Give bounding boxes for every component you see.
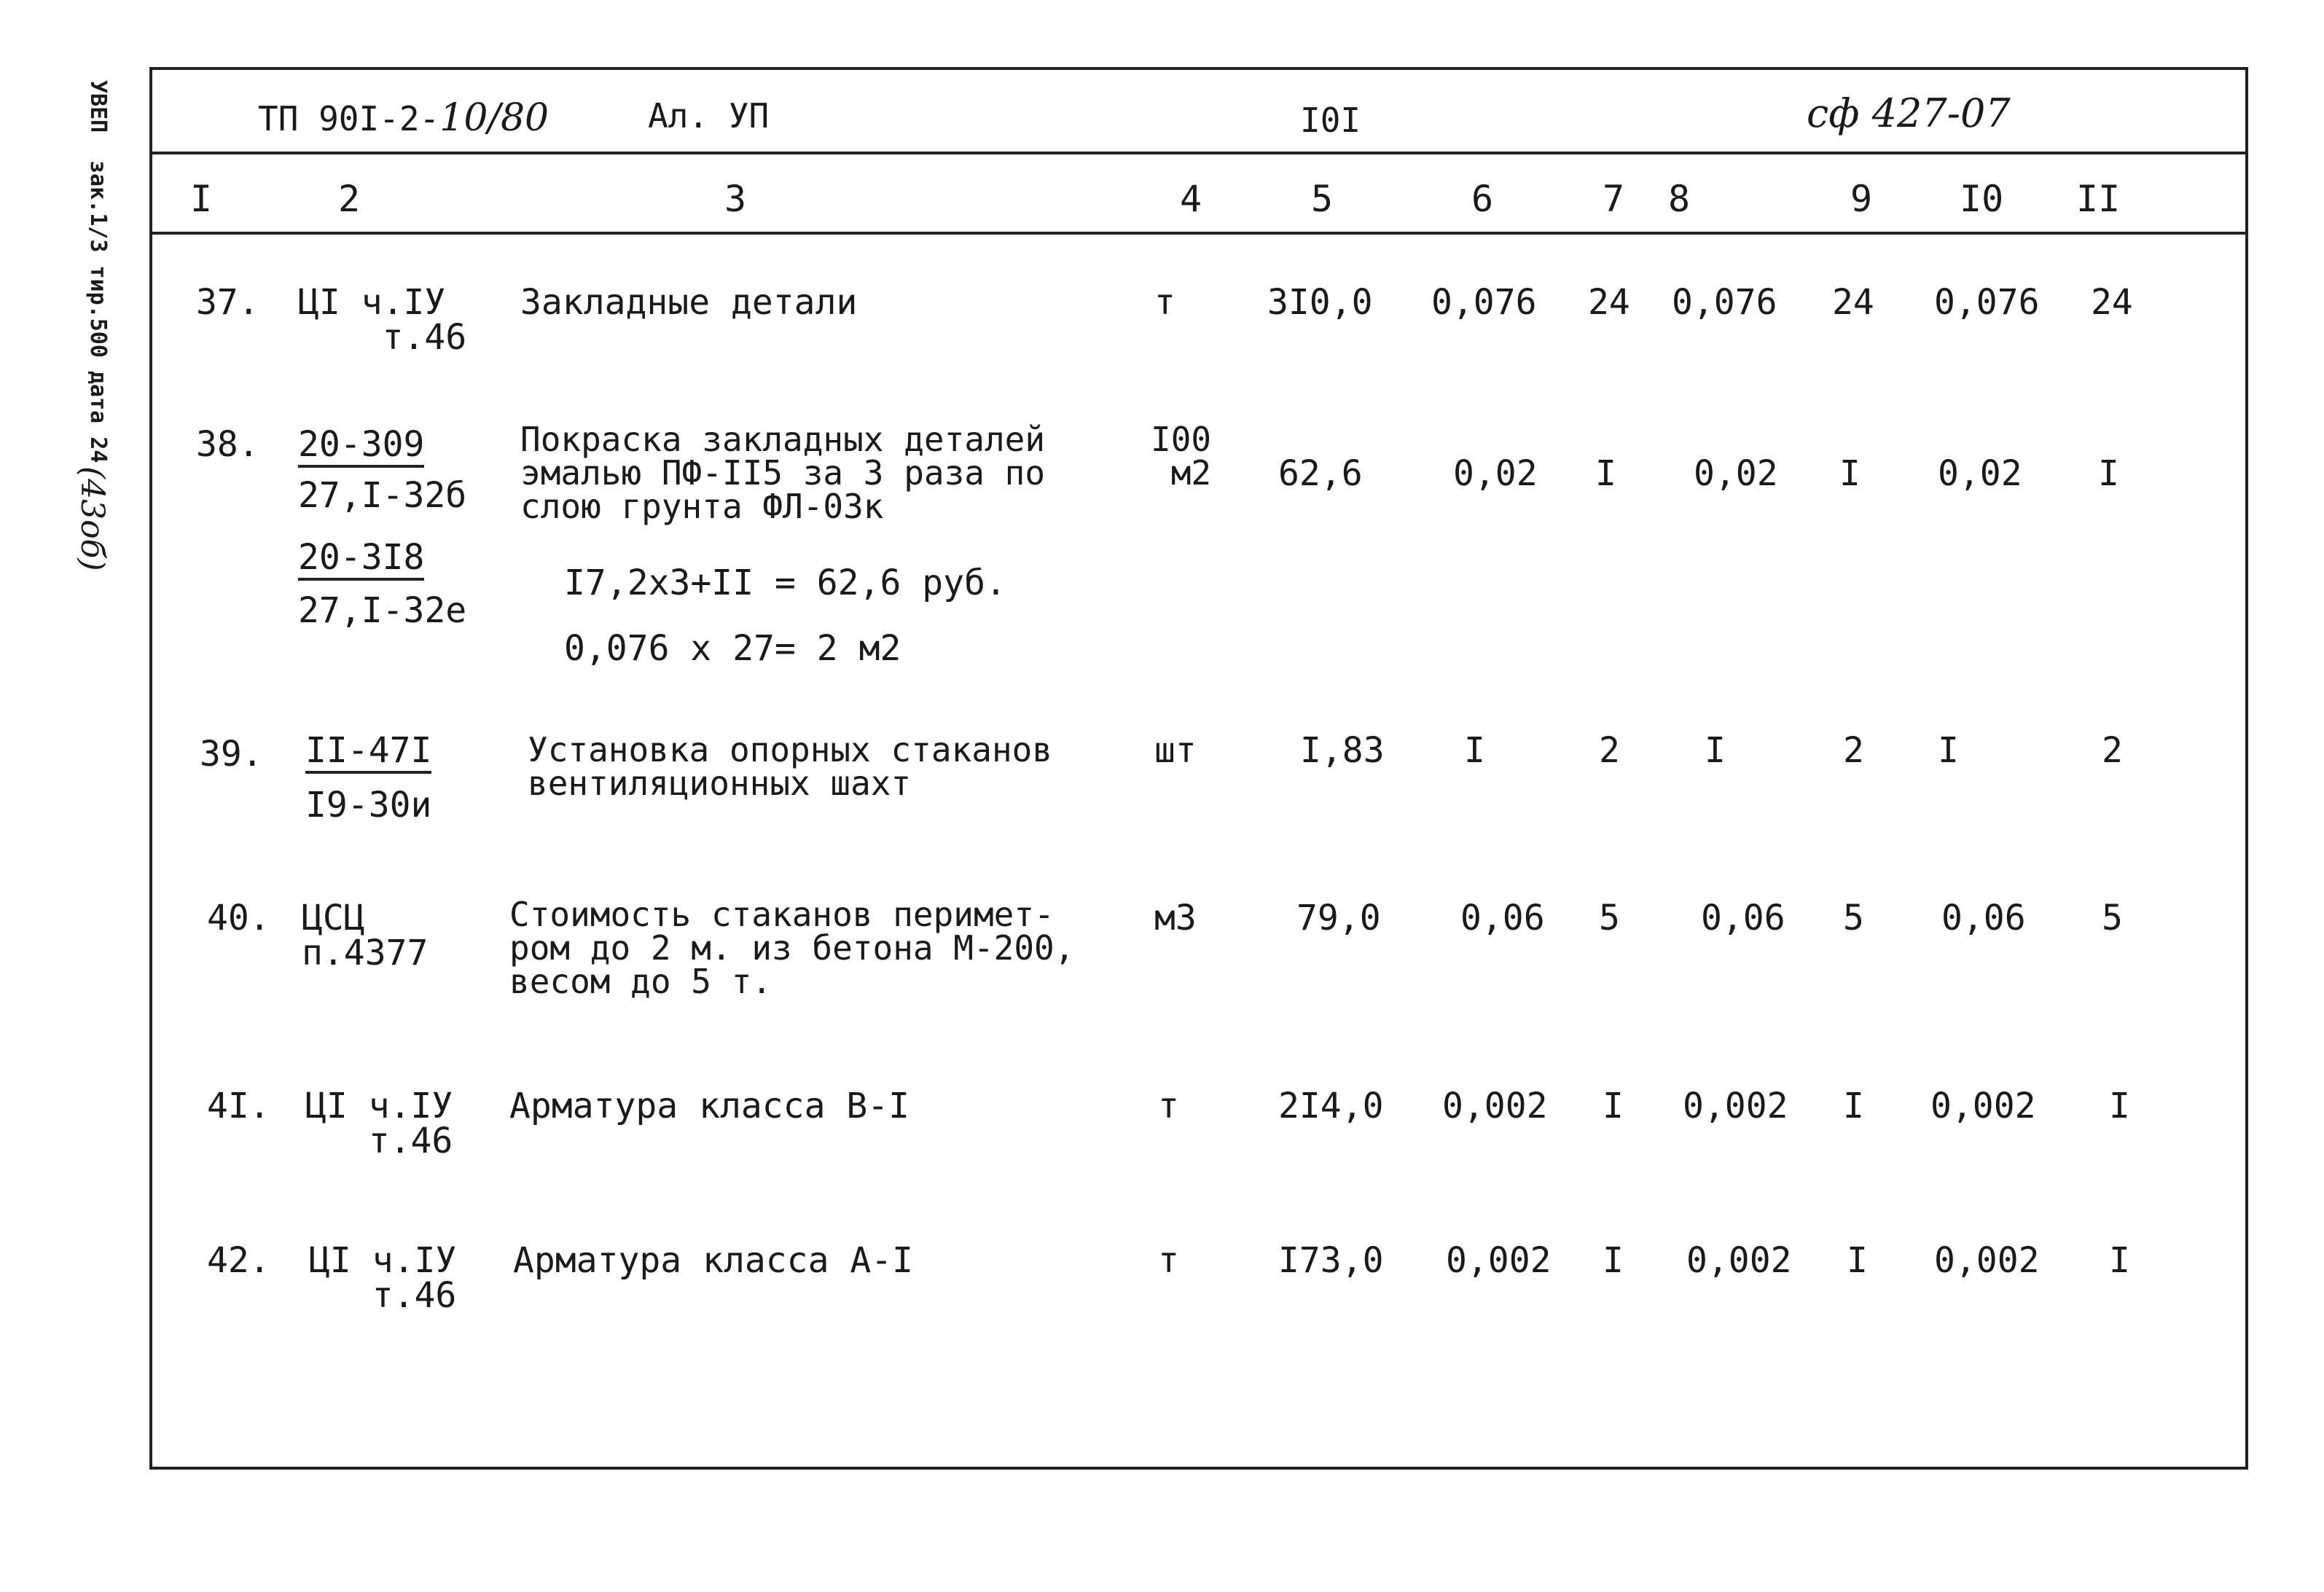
row-code-top: II-47I — [305, 733, 431, 774]
row-number: 39. — [200, 734, 263, 775]
row-col11: I — [2098, 453, 2119, 494]
row-col10: 0,06 — [1941, 898, 2026, 938]
row-col6: I — [1464, 730, 1485, 771]
row-code: ЦI ч.IУ т.46 — [298, 282, 467, 358]
row-unit: т — [1154, 282, 1175, 323]
row-col5: 2I4,0 — [1278, 1086, 1384, 1126]
row-col8: 0,06 — [1701, 898, 1785, 938]
row-col10: 0,076 — [1934, 282, 2040, 323]
row-description: Покраска закладных деталей эмалью ПФ-II5 за 3 раза по слою грунта ФЛ-03к — [520, 420, 1046, 526]
row-col7: I — [1603, 1086, 1624, 1126]
row-col10: 0,02 — [1938, 453, 2022, 494]
row-col10: 0,002 — [1930, 1086, 2036, 1126]
row-number: 40. — [207, 898, 270, 938]
row-description: Установка опорных стаканов вентиляционных шахт — [528, 730, 1053, 803]
row-col10: I — [1938, 730, 1959, 771]
row-calculation-cost: I7,2х3+II = 62,6 руб. — [564, 562, 1006, 603]
row-number: 4I. — [207, 1086, 270, 1126]
row-col5: 79,0 — [1296, 898, 1381, 938]
page-number: I0I — [1300, 101, 1361, 140]
col-num-1: I — [190, 178, 213, 220]
row-col11: I — [2109, 1086, 2130, 1126]
row-col8: 0,002 — [1686, 1240, 1792, 1281]
row-col7: 5 — [1599, 898, 1620, 938]
row-number: 38. — [196, 424, 259, 465]
row-number: 37. — [196, 282, 259, 323]
row-col7: I — [1595, 453, 1616, 494]
row-col5: I,83 — [1300, 730, 1385, 771]
margin-stamp-label: УВЕП — [85, 80, 111, 133]
row-col11: 2 — [2102, 730, 2123, 771]
row-description: Стоимость стаканов перимет- ром до 2 м. из бетона М-200, весом до 5 т. — [509, 895, 1075, 1001]
row-description: Арматура класса В-I — [509, 1086, 910, 1126]
row-col7: 2 — [1599, 730, 1620, 771]
row-col5: I73,0 — [1278, 1240, 1384, 1281]
row-col8: I — [1705, 730, 1726, 771]
row-col9: 5 — [1843, 898, 1864, 938]
row-col9: I — [1843, 1086, 1864, 1126]
row-col9: I — [1839, 453, 1861, 494]
margin-order-note: зак.1/3 тир.500 дата 24 — [85, 160, 111, 463]
row-number: 42. — [207, 1240, 270, 1281]
row-col9: 2 — [1843, 730, 1864, 771]
row-col8: 0,002 — [1683, 1086, 1788, 1126]
doc-code — [258, 96, 549, 140]
row-col11: 5 — [2102, 898, 2123, 938]
row-code: ЦI ч.IУ т.46 — [309, 1240, 457, 1316]
col-num-11: II — [2076, 178, 2121, 220]
header-divider — [152, 152, 2245, 154]
row-col9: 24 — [1832, 282, 1874, 323]
row-col11: 24 — [2091, 282, 2133, 323]
column-number-divider — [152, 232, 2245, 235]
row-code-a-bottom: 27,I-32б — [298, 475, 467, 516]
row-code-b-bottom: 27,I-32е — [298, 590, 467, 631]
row-col8: 0,02 — [1694, 453, 1778, 494]
row-unit: шт — [1154, 730, 1197, 771]
row-unit: м3 — [1154, 898, 1197, 938]
col-num-3: 3 — [724, 178, 747, 220]
col-num-8: 8 — [1668, 178, 1691, 220]
row-unit: т — [1158, 1240, 1179, 1281]
col-num-2: 2 — [338, 178, 361, 220]
row-code: ЦСЦ п.4377 — [302, 898, 429, 973]
row-code-b-top: 20-3I8 — [298, 540, 424, 581]
row-col5: 62,6 — [1278, 453, 1363, 494]
col-num-6: 6 — [1471, 178, 1494, 220]
col-num-10: I0 — [1960, 178, 2004, 220]
row-code: ЦI ч.IУ т.46 — [305, 1086, 453, 1161]
row-unit: т — [1158, 1086, 1179, 1126]
row-col6: 0,002 — [1442, 1086, 1548, 1126]
row-description: Арматура класса А-I — [513, 1240, 914, 1281]
row-col6: 0,076 — [1431, 282, 1537, 323]
col-num-9: 9 — [1850, 178, 1873, 220]
row-col11: I — [2109, 1240, 2130, 1281]
row-col5: 3I0,0 — [1267, 282, 1373, 323]
doc-code-prefix: ТП 90I-2- — [258, 99, 440, 138]
doc-code-handwritten: 10/80 — [439, 96, 549, 140]
reference-number: сф 427-07 — [1807, 90, 2011, 136]
row-col7: 24 — [1588, 282, 1630, 323]
row-description: Закладные детали — [520, 282, 858, 323]
row-unit: I00 м2 — [1151, 420, 1212, 493]
margin-stamp — [67, 80, 133, 634]
row-col8: 0,076 — [1672, 282, 1777, 323]
col-num-5: 5 — [1311, 178, 1334, 220]
table-frame — [149, 67, 2248, 1470]
row-col7: I — [1603, 1240, 1624, 1281]
row-calculation-area: 0,076 х 27= 2 м2 — [564, 628, 901, 669]
row-col9: I — [1847, 1240, 1868, 1281]
col-num-4: 4 — [1180, 178, 1202, 220]
row-col6: 0,06 — [1460, 898, 1545, 938]
col-num-7: 7 — [1603, 178, 1625, 220]
row-col10: 0,002 — [1934, 1240, 2040, 1281]
row-col6: 0,02 — [1453, 453, 1538, 494]
row-code-a-top: 20-309 — [298, 427, 424, 468]
margin-handwritten-note: (43об) — [74, 466, 111, 571]
row-code-bottom: I9-30и — [305, 785, 432, 826]
album-label: Ал. УП — [648, 96, 770, 136]
row-col6: 0,002 — [1446, 1240, 1552, 1281]
